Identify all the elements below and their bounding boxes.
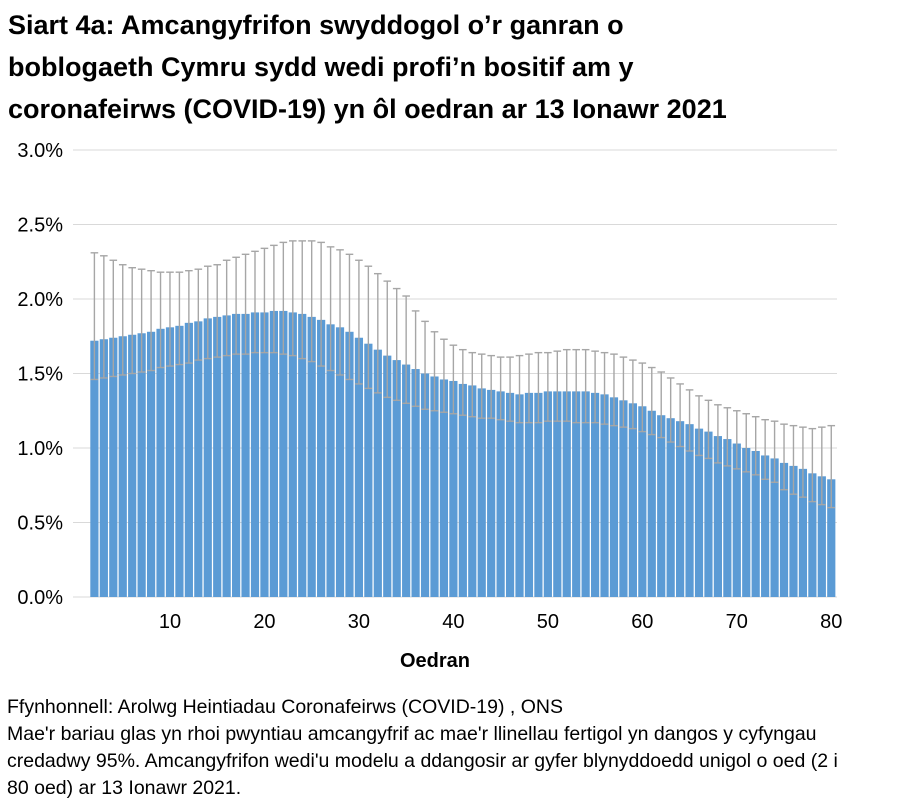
footer [7, 694, 902, 802]
source-line: Ffynhonnell: Arolwg Heintiadau Coronafeirws (COVID-19) , ONS [7, 696, 563, 718]
x-tick-label: 50 [536, 611, 559, 633]
chart-figure [0, 140, 905, 680]
bar [638, 406, 646, 597]
bar [591, 393, 599, 597]
bar [487, 390, 495, 597]
bar [175, 326, 183, 597]
bar [497, 391, 505, 597]
bar [156, 329, 164, 597]
y-tick-label: 1.0% [17, 438, 63, 460]
bar [657, 415, 665, 597]
x-tick-label: 60 [631, 611, 654, 633]
note-line-2: credadwy 95%. Amcangyfrifon wedi'u modelu a ddangosir ar gyfer blynyddoedd unigol o oed (2 i [7, 750, 838, 772]
bar [544, 391, 552, 597]
y-tick-label: 1.5% [17, 363, 63, 386]
bar [619, 400, 627, 597]
note-line-3: 80 oed) ar 13 Ionawr 2021. [7, 777, 242, 799]
bar [241, 314, 249, 597]
bar [667, 418, 675, 597]
y-tick-label: 0.5% [17, 512, 63, 535]
bar [676, 421, 684, 597]
bar [251, 312, 259, 597]
chart-title-line-2: boblogaeth Cymru sydd wedi profi’n bositif am y [8, 52, 634, 82]
bar [147, 332, 155, 597]
bar [553, 391, 561, 597]
bar [525, 393, 533, 597]
bar [610, 397, 618, 597]
bar [185, 323, 193, 597]
bar [194, 321, 202, 597]
bar [213, 317, 221, 597]
chart-title-line-1: Siart 4a: Amcangyfrifon swyddogol o’r ganran o [8, 10, 624, 40]
bar [478, 388, 486, 597]
y-tick-label: 2.0% [17, 289, 63, 311]
bar [138, 333, 146, 597]
bar [563, 391, 571, 597]
x-axis-title: Oedran [399, 650, 471, 672]
bar [648, 411, 656, 597]
bar [204, 318, 212, 597]
bar [166, 327, 174, 597]
x-tick-label: 20 [253, 611, 276, 633]
x-tick-label: 30 [347, 611, 371, 633]
chart-title-line-3: coronafeirws (COVID-19) yn ôl oedran ar 13 Ionawr 2021 [8, 94, 727, 124]
x-tick-label: 40 [442, 611, 465, 633]
y-tick-label: 2.5% [17, 214, 63, 237]
bar [506, 393, 514, 597]
y-tick-label: 0.0% [17, 587, 63, 609]
x-tick-label: 80 [820, 611, 843, 633]
bar [223, 315, 231, 597]
bar [260, 312, 268, 597]
bar [515, 394, 523, 597]
note-line-1: Mae'r bariau glas yn rhoi pwyntiau amcangyfrif ac mae'r llinellau fertigol yn dangos y cyfyngau [7, 723, 817, 745]
y-tick-label: 3.0% [17, 140, 63, 162]
bar-chart [0, 140, 905, 680]
bar [629, 403, 637, 597]
bar [232, 314, 240, 597]
x-tick-label: 10 [158, 611, 182, 633]
x-tick-label: 70 [725, 611, 748, 633]
bar [270, 311, 278, 597]
bar [534, 393, 542, 597]
chart-title [8, 4, 727, 130]
